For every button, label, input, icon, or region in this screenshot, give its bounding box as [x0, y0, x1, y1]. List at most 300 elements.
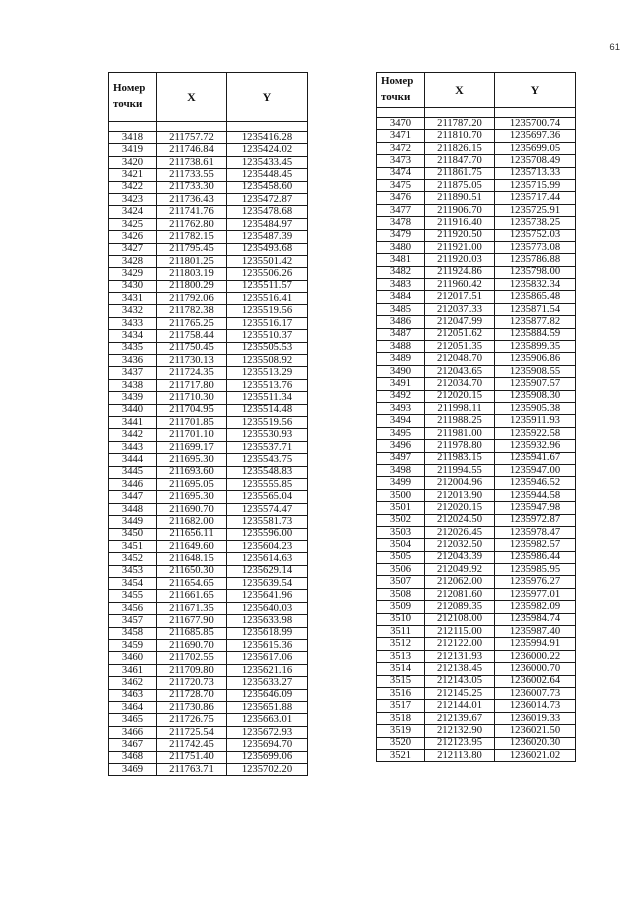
y-coordinate-cell: 1236007.73	[495, 687, 576, 699]
y-coordinate-cell: 1235773.08	[495, 241, 576, 253]
y-coordinate-cell: 1235516.41	[227, 293, 308, 305]
point-number-cell: 3436	[109, 355, 157, 367]
x-coordinate-cell: 211921.00	[425, 241, 495, 253]
table-row	[377, 254, 576, 266]
x-coordinate-cell: 212113.80	[425, 749, 495, 761]
table-row	[109, 169, 308, 181]
point-number-cell: 3459	[109, 640, 157, 652]
table-row	[377, 303, 576, 315]
point-number-cell: 3472	[377, 142, 425, 154]
point-number-cell: 3494	[377, 415, 425, 427]
y-coordinate-cell: 1235752.03	[495, 229, 576, 241]
table-row	[109, 416, 308, 428]
y-coordinate-cell: 1235506.26	[227, 268, 308, 280]
y-coordinate-cell: 1235946.52	[495, 477, 576, 489]
point-number-cell: 3450	[109, 528, 157, 540]
x-coordinate-cell: 212017.51	[425, 291, 495, 303]
x-coordinate-cell: 211720.73	[157, 677, 227, 689]
point-number-cell: 3495	[377, 427, 425, 439]
point-number-cell: 3509	[377, 601, 425, 613]
y-coordinate-cell: 1235717.44	[495, 192, 576, 204]
y-coordinate-cell: 1235416.28	[227, 132, 308, 144]
table-row	[109, 627, 308, 639]
table-row	[109, 652, 308, 664]
table-row	[377, 489, 576, 501]
point-number-cell: 3439	[109, 392, 157, 404]
point-number-cell: 3453	[109, 565, 157, 577]
x-coordinate-cell: 211795.45	[157, 243, 227, 255]
y-coordinate-cell: 1235565.04	[227, 491, 308, 503]
point-number-cell: 3507	[377, 576, 425, 588]
point-number-cell: 3499	[377, 477, 425, 489]
table-row	[109, 404, 308, 416]
table-row	[109, 751, 308, 763]
x-coordinate-cell: 211801.25	[157, 255, 227, 267]
table-row	[377, 464, 576, 476]
point-number-cell: 3498	[377, 464, 425, 476]
y-coordinate-cell: 1235513.76	[227, 379, 308, 391]
y-header: Y	[495, 73, 576, 108]
point-number-cell: 3497	[377, 452, 425, 464]
table-row	[109, 379, 308, 391]
x-coordinate-cell: 211890.51	[425, 192, 495, 204]
y-coordinate-cell: 1235984.74	[495, 613, 576, 625]
x-coordinate-cell: 211998.11	[425, 402, 495, 414]
table-row	[109, 540, 308, 552]
header-gap-row	[109, 122, 308, 132]
x-coordinate-cell: 212115.00	[425, 626, 495, 638]
table-row	[377, 266, 576, 278]
table-row	[109, 441, 308, 453]
x-coordinate-cell: 211730.13	[157, 355, 227, 367]
point-number-cell: 3467	[109, 739, 157, 751]
x-coordinate-cell: 211730.86	[157, 701, 227, 713]
x-coordinate-cell: 211751.40	[157, 751, 227, 763]
x-coordinate-cell: 211736.43	[157, 193, 227, 205]
y-coordinate-cell: 1235596.00	[227, 528, 308, 540]
x-coordinate-cell: 211826.15	[425, 142, 495, 154]
y-coordinate-cell: 1235713.33	[495, 167, 576, 179]
y-coordinate-cell: 1236014.73	[495, 700, 576, 712]
table-row	[109, 615, 308, 627]
y-coordinate-cell: 1235614.63	[227, 553, 308, 565]
x-coordinate-cell: 211701.10	[157, 429, 227, 441]
table-row	[109, 677, 308, 689]
x-header: X	[425, 73, 495, 108]
table-row	[109, 689, 308, 701]
y-coordinate-cell: 1235501.42	[227, 255, 308, 267]
point-number-cell: 3489	[377, 353, 425, 365]
table-row	[377, 675, 576, 687]
table-row	[109, 429, 308, 441]
table-row	[377, 601, 576, 613]
table-row	[109, 193, 308, 205]
y-coordinate-cell: 1235908.30	[495, 390, 576, 402]
point-number-cell: 3493	[377, 402, 425, 414]
x-coordinate-cell: 211682.00	[157, 516, 227, 528]
point-number-cell: 3442	[109, 429, 157, 441]
y-coordinate-cell: 1235986.44	[495, 551, 576, 563]
table-row	[377, 663, 576, 675]
table-row	[377, 229, 576, 241]
table-row	[377, 613, 576, 625]
x-coordinate-cell: 212051.35	[425, 341, 495, 353]
point-number-cell: 3473	[377, 155, 425, 167]
point-number-cell: 3508	[377, 588, 425, 600]
x-coordinate-cell: 211654.65	[157, 578, 227, 590]
x-coordinate-cell: 211690.70	[157, 503, 227, 515]
table-row	[377, 341, 576, 353]
table-row	[377, 291, 576, 303]
point-number-cell: 3477	[377, 204, 425, 216]
x-coordinate-cell: 211717.80	[157, 379, 227, 391]
y-coordinate-cell: 1235832.34	[495, 279, 576, 291]
x-coordinate-cell: 211924.86	[425, 266, 495, 278]
table-row	[377, 316, 576, 328]
y-coordinate-cell: 1235987.40	[495, 626, 576, 638]
table-row	[377, 564, 576, 576]
table-row	[109, 714, 308, 726]
point-number-header: Номер точки	[377, 73, 425, 108]
point-number-cell: 3491	[377, 378, 425, 390]
table-row	[377, 155, 576, 167]
point-number-cell: 3500	[377, 489, 425, 501]
point-number-cell: 3430	[109, 280, 157, 292]
point-number-cell: 3470	[377, 118, 425, 130]
table-row	[109, 293, 308, 305]
point-number-cell: 3469	[109, 763, 157, 775]
x-coordinate-cell: 212043.39	[425, 551, 495, 563]
point-number-cell: 3418	[109, 132, 157, 144]
y-coordinate-cell: 1236002.64	[495, 675, 576, 687]
table-row	[377, 712, 576, 724]
point-number-cell: 3441	[109, 416, 157, 428]
y-coordinate-cell: 1235865.48	[495, 291, 576, 303]
table-row	[109, 640, 308, 652]
table-row	[109, 255, 308, 267]
point-number-cell: 3437	[109, 367, 157, 379]
point-number-cell: 3481	[377, 254, 425, 266]
y-coordinate-cell: 1235694.70	[227, 739, 308, 751]
point-number-cell: 3476	[377, 192, 425, 204]
table-row	[109, 181, 308, 193]
table-row	[377, 588, 576, 600]
point-number-cell: 3482	[377, 266, 425, 278]
point-number-cell: 3478	[377, 217, 425, 229]
point-number-header: Номер точки	[109, 73, 157, 122]
table-row	[377, 217, 576, 229]
point-number-cell: 3425	[109, 218, 157, 230]
x-coordinate-cell: 212132.90	[425, 725, 495, 737]
table-row	[109, 491, 308, 503]
point-number-cell: 3422	[109, 181, 157, 193]
y-coordinate-cell: 1236000.22	[495, 650, 576, 662]
x-coordinate-cell: 211710.30	[157, 392, 227, 404]
point-number-cell: 3514	[377, 663, 425, 675]
y-coordinate-cell: 1235639.54	[227, 578, 308, 590]
point-number-cell: 3483	[377, 279, 425, 291]
point-number-cell: 3480	[377, 241, 425, 253]
table-row	[109, 478, 308, 490]
x-coordinate-cell: 211920.50	[425, 229, 495, 241]
x-coordinate-cell: 212144.01	[425, 700, 495, 712]
table-row	[109, 590, 308, 602]
point-number-cell: 3427	[109, 243, 157, 255]
table-row	[109, 553, 308, 565]
point-number-cell: 3475	[377, 179, 425, 191]
x-coordinate-cell: 211728.70	[157, 689, 227, 701]
point-number-cell: 3460	[109, 652, 157, 664]
table-row	[109, 268, 308, 280]
table-row	[377, 638, 576, 650]
table-row	[377, 142, 576, 154]
y-coordinate-cell: 1235511.34	[227, 392, 308, 404]
y-coordinate-cell: 1235976.27	[495, 576, 576, 588]
x-coordinate-cell: 212081.60	[425, 588, 495, 600]
y-coordinate-cell: 1235906.86	[495, 353, 576, 365]
table-row	[109, 231, 308, 243]
x-coordinate-cell: 211787.20	[425, 118, 495, 130]
y-coordinate-cell: 1235798.00	[495, 266, 576, 278]
y-coordinate-cell: 1235947.00	[495, 464, 576, 476]
point-number-cell: 3448	[109, 503, 157, 515]
table-row	[377, 650, 576, 662]
x-coordinate-cell: 211690.70	[157, 640, 227, 652]
y-coordinate-cell: 1235994.91	[495, 638, 576, 650]
y-coordinate-cell: 1236000.70	[495, 663, 576, 675]
y-coordinate-cell: 1235884.59	[495, 328, 576, 340]
point-number-cell: 3429	[109, 268, 157, 280]
table-row	[109, 342, 308, 354]
point-number-cell: 3479	[377, 229, 425, 241]
point-number-cell: 3463	[109, 689, 157, 701]
point-number-cell: 3419	[109, 144, 157, 156]
y-coordinate-cell: 1235513.29	[227, 367, 308, 379]
x-coordinate-cell: 211733.30	[157, 181, 227, 193]
x-coordinate-cell: 211978.80	[425, 440, 495, 452]
x-coordinate-cell: 211758.44	[157, 330, 227, 342]
table-row	[377, 440, 576, 452]
x-coordinate-cell: 211709.80	[157, 664, 227, 676]
point-number-cell: 3519	[377, 725, 425, 737]
table-row	[109, 156, 308, 168]
y-coordinate-cell: 1235543.75	[227, 454, 308, 466]
x-coordinate-cell: 211733.55	[157, 169, 227, 181]
point-number-cell: 3435	[109, 342, 157, 354]
y-coordinate-cell: 1235899.35	[495, 341, 576, 353]
y-coordinate-cell: 1235458.60	[227, 181, 308, 193]
point-number-cell: 3440	[109, 404, 157, 416]
x-coordinate-cell: 211782.15	[157, 231, 227, 243]
table-row	[377, 365, 576, 377]
point-number-cell: 3454	[109, 578, 157, 590]
y-coordinate-cell: 1235672.93	[227, 726, 308, 738]
x-coordinate-cell: 211695.05	[157, 478, 227, 490]
y-coordinate-cell: 1235907.57	[495, 378, 576, 390]
y-coordinate-cell: 1235617.06	[227, 652, 308, 664]
point-number-cell: 3504	[377, 539, 425, 551]
table-row	[109, 218, 308, 230]
x-coordinate-cell: 212004.96	[425, 477, 495, 489]
table-row	[377, 328, 576, 340]
x-coordinate-cell: 211994.55	[425, 464, 495, 476]
y-coordinate-cell: 1236020.30	[495, 737, 576, 749]
page-number: 61	[609, 42, 620, 53]
x-coordinate-cell: 211763.71	[157, 763, 227, 775]
table-row	[109, 367, 308, 379]
y-coordinate-cell: 1235985.95	[495, 564, 576, 576]
point-number-cell: 3492	[377, 390, 425, 402]
y-coordinate-cell: 1235702.20	[227, 763, 308, 775]
table-row	[109, 305, 308, 317]
x-coordinate-cell: 211693.60	[157, 466, 227, 478]
y-coordinate-cell: 1235615.36	[227, 640, 308, 652]
y-coordinate-cell: 1235977.01	[495, 588, 576, 600]
x-coordinate-cell: 211738.61	[157, 156, 227, 168]
point-number-cell: 3420	[109, 156, 157, 168]
x-coordinate-cell: 211695.30	[157, 454, 227, 466]
point-number-cell: 3471	[377, 130, 425, 142]
x-coordinate-cell: 211677.90	[157, 615, 227, 627]
table-row	[377, 130, 576, 142]
y-coordinate-cell: 1235922.58	[495, 427, 576, 439]
point-number-cell: 3461	[109, 664, 157, 676]
x-coordinate-cell: 211750.45	[157, 342, 227, 354]
table-row	[377, 402, 576, 414]
x-coordinate-cell: 212013.90	[425, 489, 495, 501]
x-coordinate-cell: 211704.95	[157, 404, 227, 416]
table-row	[109, 132, 308, 144]
x-coordinate-cell: 211757.72	[157, 132, 227, 144]
x-coordinate-cell: 212020.15	[425, 390, 495, 402]
table-row	[377, 539, 576, 551]
point-number-cell: 3423	[109, 193, 157, 205]
y-coordinate-cell: 1235972.87	[495, 514, 576, 526]
table-row	[109, 280, 308, 292]
x-coordinate-cell: 211875.05	[425, 179, 495, 191]
x-coordinate-cell: 211650.30	[157, 565, 227, 577]
table-row	[377, 167, 576, 179]
y-coordinate-cell: 1235487.39	[227, 231, 308, 243]
table-row	[109, 454, 308, 466]
x-coordinate-cell: 212131.93	[425, 650, 495, 662]
x-coordinate-cell: 212037.33	[425, 303, 495, 315]
point-number-cell: 3505	[377, 551, 425, 563]
y-coordinate-cell: 1235699.05	[495, 142, 576, 154]
x-coordinate-cell: 212043.65	[425, 365, 495, 377]
y-coordinate-cell: 1235947.98	[495, 502, 576, 514]
point-number-cell: 3452	[109, 553, 157, 565]
y-coordinate-cell: 1235537.71	[227, 441, 308, 453]
x-coordinate-cell: 211983.15	[425, 452, 495, 464]
y-coordinate-cell: 1235505.53	[227, 342, 308, 354]
y-coordinate-cell: 1235493.68	[227, 243, 308, 255]
table-row	[109, 392, 308, 404]
x-coordinate-cell: 211695.30	[157, 491, 227, 503]
point-number-cell: 3484	[377, 291, 425, 303]
table-row	[109, 330, 308, 342]
point-number-cell: 3455	[109, 590, 157, 602]
y-coordinate-cell: 1235530.93	[227, 429, 308, 441]
table-row	[109, 763, 308, 775]
point-number-cell: 3501	[377, 502, 425, 514]
y-coordinate-cell: 1235508.92	[227, 355, 308, 367]
y-coordinate-cell: 1235908.55	[495, 365, 576, 377]
y-coordinate-cell: 1235978.47	[495, 526, 576, 538]
table-row	[109, 355, 308, 367]
x-coordinate-cell: 212020.15	[425, 502, 495, 514]
x-coordinate-cell: 211803.19	[157, 268, 227, 280]
point-number-cell: 3444	[109, 454, 157, 466]
y-coordinate-cell: 1235646.09	[227, 689, 308, 701]
x-coordinate-cell: 211699.17	[157, 441, 227, 453]
y-coordinate-cell: 1235633.27	[227, 677, 308, 689]
x-coordinate-cell: 211906.70	[425, 204, 495, 216]
table-row	[377, 737, 576, 749]
table-row	[377, 687, 576, 699]
y-coordinate-cell: 1235478.68	[227, 206, 308, 218]
point-number-cell: 3496	[377, 440, 425, 452]
point-number-cell: 3511	[377, 626, 425, 638]
y-coordinate-cell: 1235786.88	[495, 254, 576, 266]
x-coordinate-cell: 212026.45	[425, 526, 495, 538]
x-coordinate-cell: 212062.00	[425, 576, 495, 588]
x-coordinate-cell: 211741.76	[157, 206, 227, 218]
x-coordinate-cell: 211656.11	[157, 528, 227, 540]
y-coordinate-cell: 1235651.88	[227, 701, 308, 713]
point-number-cell: 3520	[377, 737, 425, 749]
x-coordinate-cell: 211861.75	[425, 167, 495, 179]
table-row	[377, 415, 576, 427]
point-number-cell: 3445	[109, 466, 157, 478]
table-row	[377, 179, 576, 191]
point-number-cell: 3421	[109, 169, 157, 181]
y-coordinate-cell: 1235715.99	[495, 179, 576, 191]
y-coordinate-cell: 1235511.57	[227, 280, 308, 292]
x-coordinate-cell: 211981.00	[425, 427, 495, 439]
x-coordinate-cell: 211702.55	[157, 652, 227, 664]
x-header: X	[157, 73, 227, 122]
y-coordinate-cell: 1235574.47	[227, 503, 308, 515]
y-coordinate-cell: 1235941.67	[495, 452, 576, 464]
x-coordinate-cell: 211742.45	[157, 739, 227, 751]
x-coordinate-cell: 211916.40	[425, 217, 495, 229]
y-coordinate-cell: 1235514.48	[227, 404, 308, 416]
x-coordinate-cell: 212051.62	[425, 328, 495, 340]
point-number-cell: 3485	[377, 303, 425, 315]
table-row	[109, 726, 308, 738]
x-coordinate-cell: 211782.38	[157, 305, 227, 317]
y-coordinate-cell: 1235581.73	[227, 516, 308, 528]
x-coordinate-cell: 212034.70	[425, 378, 495, 390]
table-row	[377, 118, 576, 130]
x-coordinate-cell: 211960.42	[425, 279, 495, 291]
y-coordinate-cell: 1235640.03	[227, 602, 308, 614]
y-coordinate-cell: 1235548.83	[227, 466, 308, 478]
x-coordinate-cell: 211648.15	[157, 553, 227, 565]
y-coordinate-cell: 1235472.87	[227, 193, 308, 205]
x-coordinate-cell: 212032.50	[425, 539, 495, 551]
point-number-cell: 3513	[377, 650, 425, 662]
x-coordinate-cell: 211746.84	[157, 144, 227, 156]
table-row	[377, 204, 576, 216]
x-coordinate-cell: 212108.00	[425, 613, 495, 625]
y-coordinate-cell: 1235871.54	[495, 303, 576, 315]
x-coordinate-cell: 211685.85	[157, 627, 227, 639]
y-coordinate-cell: 1235519.56	[227, 416, 308, 428]
point-number-cell: 3434	[109, 330, 157, 342]
x-coordinate-cell: 211810.70	[425, 130, 495, 142]
